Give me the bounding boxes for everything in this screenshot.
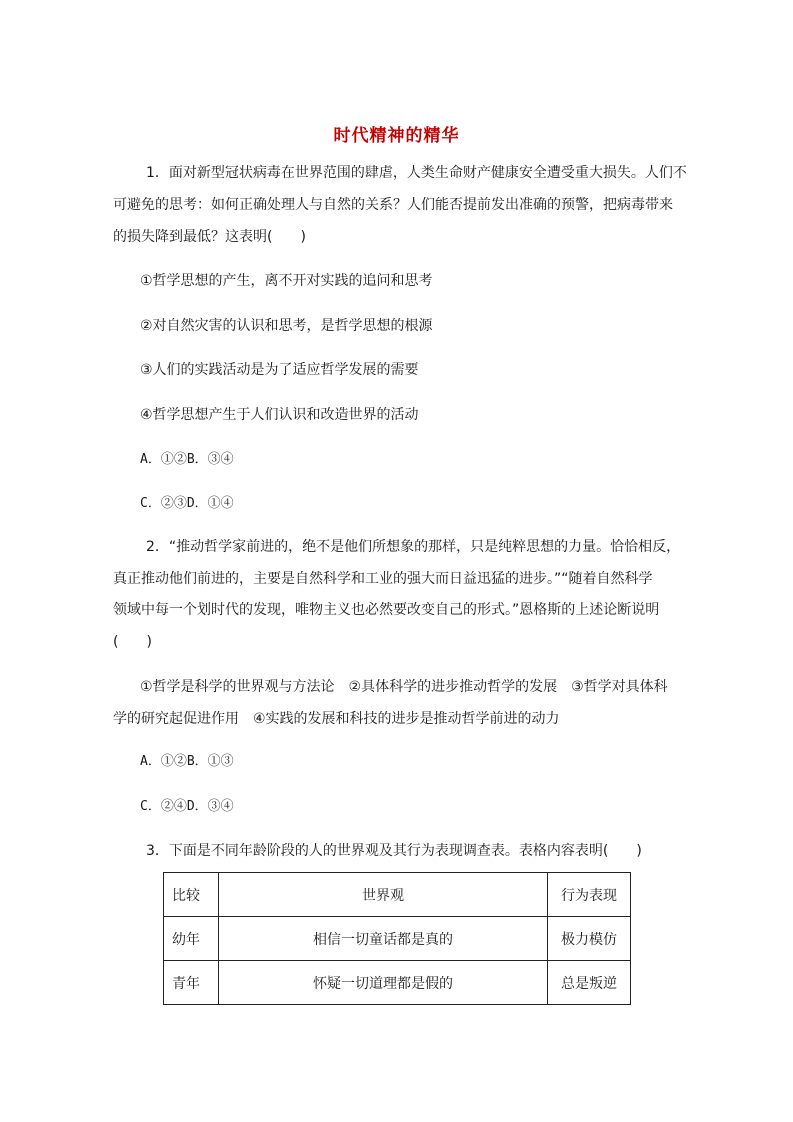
q2-options-ab: A．①②B．①③ bbox=[140, 754, 234, 769]
q2-options-cd: C．②④D．③④ bbox=[140, 799, 234, 814]
q3-stem-line: 3．下面是不同年龄阶段的人的世界观及其行为表现调查表。表格内容表明( ) bbox=[146, 843, 642, 859]
q1-item-4: ④哲学思想产生于人们认识和改造世界的活动 bbox=[140, 407, 419, 423]
q1-options-ab: A．①②B．③④ bbox=[140, 452, 234, 467]
q2-stem-line-4: ( ) bbox=[113, 634, 152, 650]
q1-stem-line-3: 的损失降到最低？这表明( ) bbox=[113, 229, 306, 245]
table-cell: 青年 bbox=[164, 961, 219, 1005]
q2-stem-line-1: 2．“推动哲学家前进的，绝不是他们所想象的那样，只是纯粹思想的力量。恰恰相反， bbox=[146, 539, 681, 555]
table-cell: 相信一切童话都是真的 bbox=[219, 917, 548, 961]
survey-table bbox=[163, 872, 631, 1005]
table-cell: 幼年 bbox=[164, 917, 219, 961]
table-row bbox=[164, 917, 631, 961]
q2-items-line-2: 学的研究起促进作用 ④实践的发展和科技的进步是推动哲学前进的动力 bbox=[113, 711, 560, 727]
table-cell: 极力模仿 bbox=[548, 917, 631, 961]
table-header-cell: 世界观 bbox=[219, 873, 548, 917]
page-title: 时代精神的精华 bbox=[333, 126, 460, 146]
q2-items-line-1: ①哲学是科学的世界观与方法论 ②具体科学的进步推动哲学的发展 ③哲学对具体科 bbox=[140, 679, 668, 695]
q1-stem-line-1: 1．面对新型冠状病毒在世界范围的肆虐，人类生命财产健康安全遭受重大损失。人们不 bbox=[146, 165, 687, 181]
q2-stem-line-3: 领域中每一个划时代的发现，唯物主义也必然要改变自己的形式。”恩格斯的上述论断说明 bbox=[113, 602, 660, 618]
table-header-cell: 行为表现 bbox=[548, 873, 631, 917]
table-cell: 总是叛逆 bbox=[548, 961, 631, 1005]
table-row bbox=[164, 961, 631, 1005]
q1-item-3: ③人们的实践活动是为了适应哲学发展的需要 bbox=[140, 362, 419, 378]
q1-item-2: ②对自然灾害的认识和思考，是哲学思想的根源 bbox=[140, 318, 433, 334]
q1-stem-line-2: 可避免的思考：如何正确处理人与自然的关系？人们能否提前发出准确的预警，把病毒带来 bbox=[113, 197, 673, 213]
table-cell: 怀疑一切道理都是假的 bbox=[219, 961, 548, 1005]
q2-stem-line-2: 真正推动他们前进的，主要是自然科学和工业的强大而日益迅猛的进步。”“随着自然科学 bbox=[113, 571, 653, 587]
q1-item-1: ①哲学思想的产生，离不开对实践的追问和思考 bbox=[140, 273, 433, 289]
table-header-row bbox=[164, 873, 631, 917]
table-header-cell: 比较 bbox=[164, 873, 219, 917]
q1-options-cd: C．②③D．①④ bbox=[140, 496, 234, 511]
